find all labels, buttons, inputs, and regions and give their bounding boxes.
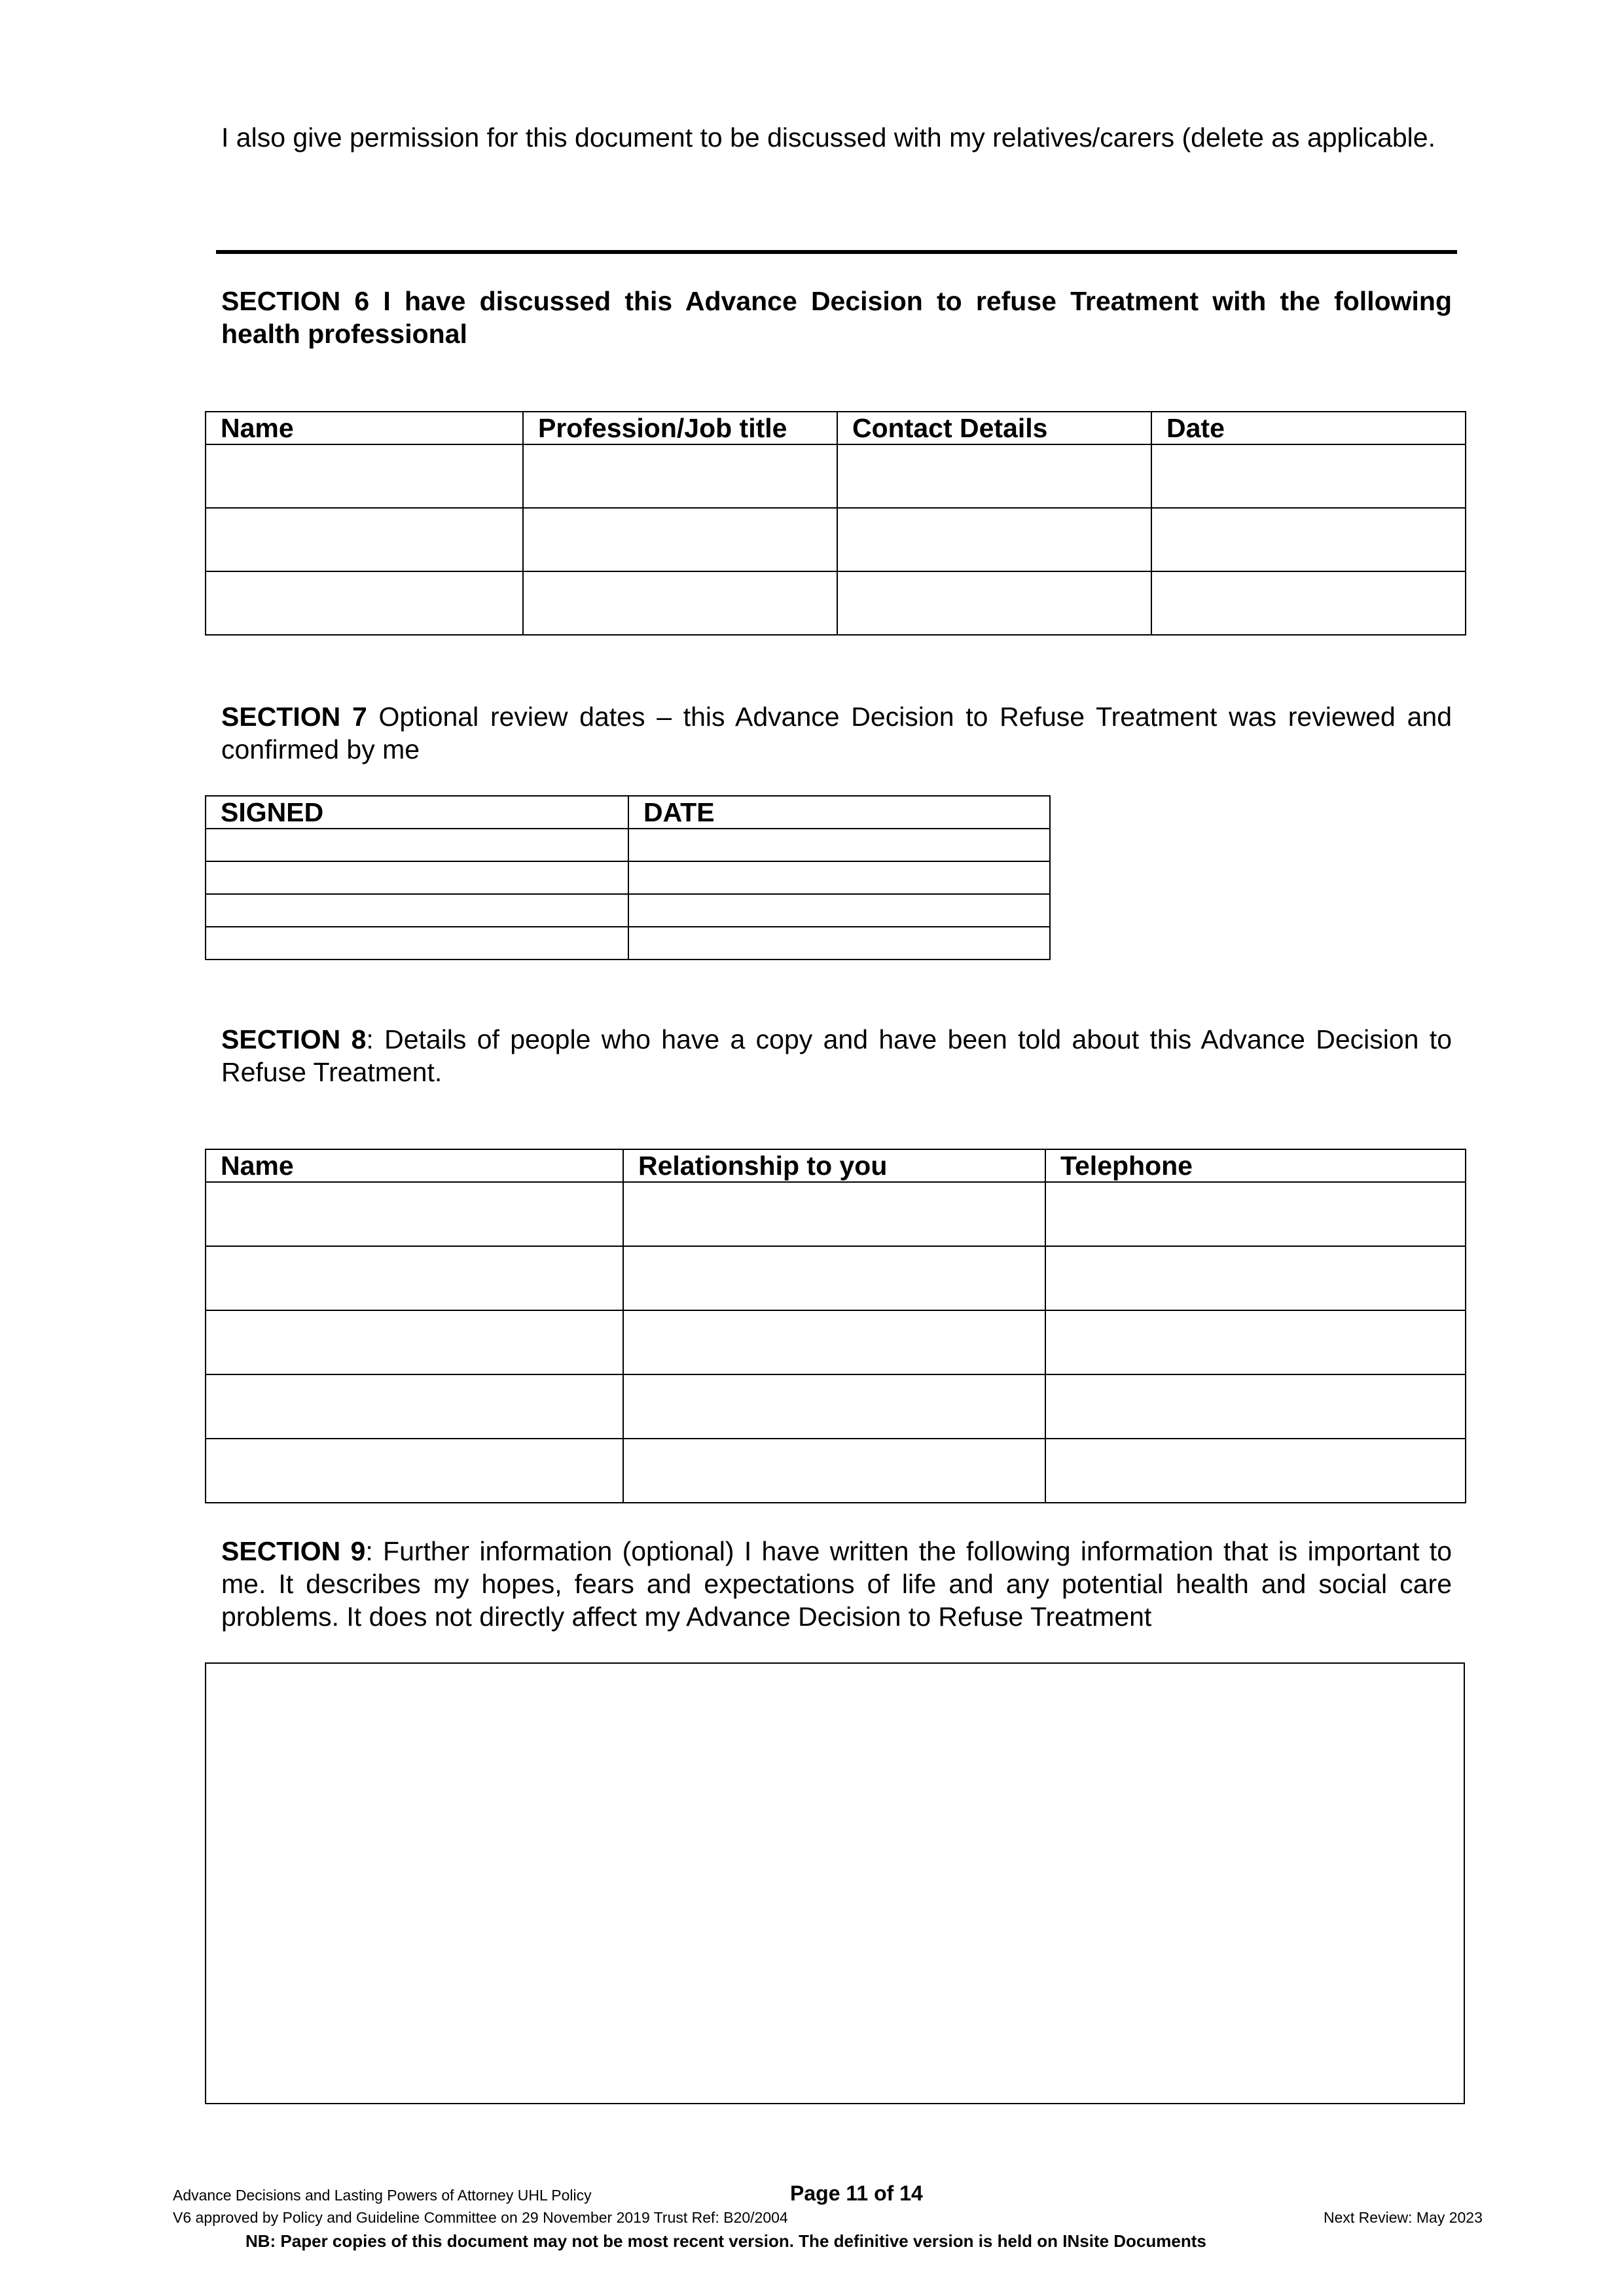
name-cell[interactable]: [206, 1310, 623, 1374]
footer-page-number: Page 11 of 14: [790, 2181, 923, 2205]
signed-cell[interactable]: [206, 829, 628, 861]
name-cell[interactable]: [206, 508, 523, 571]
col-profession-header: Profession/Job title: [523, 412, 837, 444]
permission-paragraph: I also give permission for this document to be discussed with my relatives/carers (delete as applicable.: [221, 122, 1435, 152]
section9-label: SECTION 9: [221, 1536, 366, 1566]
profession-cell[interactable]: [523, 571, 837, 635]
section6-table: [205, 411, 1466, 636]
col-date-header: DATE: [628, 796, 1050, 829]
date-cell[interactable]: [1151, 444, 1466, 508]
footer-policy-title: Advance Decisions and Lasting Powers of Attorney UHL Policy: [173, 2187, 592, 2204]
section6-heading: SECTION 6 I have discussed this Advance Decision to refuse Treatment with the following health professional: [221, 286, 1452, 349]
section7-table: [205, 795, 1051, 960]
table-row: [206, 861, 1050, 894]
signed-cell[interactable]: [206, 927, 628, 960]
date-cell[interactable]: [628, 894, 1050, 927]
col-telephone-header: Telephone: [1045, 1149, 1466, 1182]
relationship-cell[interactable]: [623, 1310, 1045, 1374]
table-row: [206, 571, 1466, 635]
section8-table: [205, 1149, 1466, 1503]
date-cell[interactable]: [628, 861, 1050, 894]
table-row: [206, 1182, 1466, 1246]
signed-cell[interactable]: [206, 861, 628, 894]
contact-cell[interactable]: [837, 444, 1151, 508]
col-relationship-header: Relationship to you: [623, 1149, 1045, 1182]
name-cell[interactable]: [206, 444, 523, 508]
section7-text: Optional review dates – this Advance Decision to Refuse Treatment was reviewed and confirmed by me: [221, 702, 1452, 764]
date-cell[interactable]: [628, 829, 1050, 861]
signed-cell[interactable]: [206, 894, 628, 927]
section8-label: SECTION 8: [221, 1024, 367, 1054]
section8-header-row: [206, 1149, 1466, 1182]
footer-next-review: Next Review: May 2023: [1324, 2209, 1483, 2226]
telephone-cell[interactable]: [1045, 1374, 1466, 1439]
col-name-header: Name: [206, 1149, 623, 1182]
contact-cell[interactable]: [837, 508, 1151, 571]
name-cell[interactable]: [206, 1374, 623, 1439]
name-cell[interactable]: [206, 571, 523, 635]
relationship-cell[interactable]: [623, 1374, 1045, 1439]
table-row: [206, 894, 1050, 927]
section8-text: : Details of people who have a copy and have been told about this Advance Decision to Refuse Treatment.: [221, 1024, 1452, 1087]
date-cell[interactable]: [628, 927, 1050, 960]
table-row: [206, 1246, 1466, 1310]
table-row: [206, 829, 1050, 861]
section7-header-row: [206, 796, 1050, 829]
section8-paragraph: [221, 1023, 1452, 1088]
footer-approval: V6 approved by Policy and Guideline Committee on 29 November 2019 Trust Ref: B20/2004: [173, 2209, 788, 2226]
table-row: [206, 1374, 1466, 1439]
relationship-cell[interactable]: [623, 1246, 1045, 1310]
relationship-cell[interactable]: [623, 1182, 1045, 1246]
name-cell[interactable]: [206, 1182, 623, 1246]
section7-label: SECTION 7: [221, 702, 367, 732]
name-cell[interactable]: [206, 1439, 623, 1503]
section7-paragraph: [221, 700, 1452, 766]
table-row: [206, 927, 1050, 960]
section-divider: [216, 250, 1457, 254]
profession-cell[interactable]: [523, 508, 837, 571]
date-cell[interactable]: [1151, 508, 1466, 571]
section6-header-row: [206, 412, 1466, 444]
telephone-cell[interactable]: [1045, 1246, 1466, 1310]
table-row: [206, 1439, 1466, 1503]
relationship-cell[interactable]: [623, 1439, 1045, 1503]
section9-text: : Further information (optional) I have written the following information that is important to me. It describes my hopes, fears and expectations of life and any potential health and social care problems. It does not directly affect my Advance Decision to Refuse Treatment: [221, 1536, 1452, 1632]
profession-cell[interactable]: [523, 444, 837, 508]
table-row: [206, 444, 1466, 508]
col-name-header: Name: [206, 412, 523, 444]
table-row: [206, 508, 1466, 571]
further-information-box[interactable]: [205, 1662, 1465, 2104]
table-row: [206, 1310, 1466, 1374]
name-cell[interactable]: [206, 1246, 623, 1310]
telephone-cell[interactable]: [1045, 1310, 1466, 1374]
col-signed-header: SIGNED: [206, 796, 628, 829]
contact-cell[interactable]: [837, 571, 1151, 635]
col-contact-header: Contact Details: [837, 412, 1151, 444]
telephone-cell[interactable]: [1045, 1182, 1466, 1246]
section9-paragraph: [221, 1535, 1452, 1633]
footer-nb-notice: NB: Paper copies of this document may not be most recent version. The definitive version is held on INsite Documents: [245, 2231, 1206, 2251]
date-cell[interactable]: [1151, 571, 1466, 635]
telephone-cell[interactable]: [1045, 1439, 1466, 1503]
col-date-header: Date: [1151, 412, 1466, 444]
